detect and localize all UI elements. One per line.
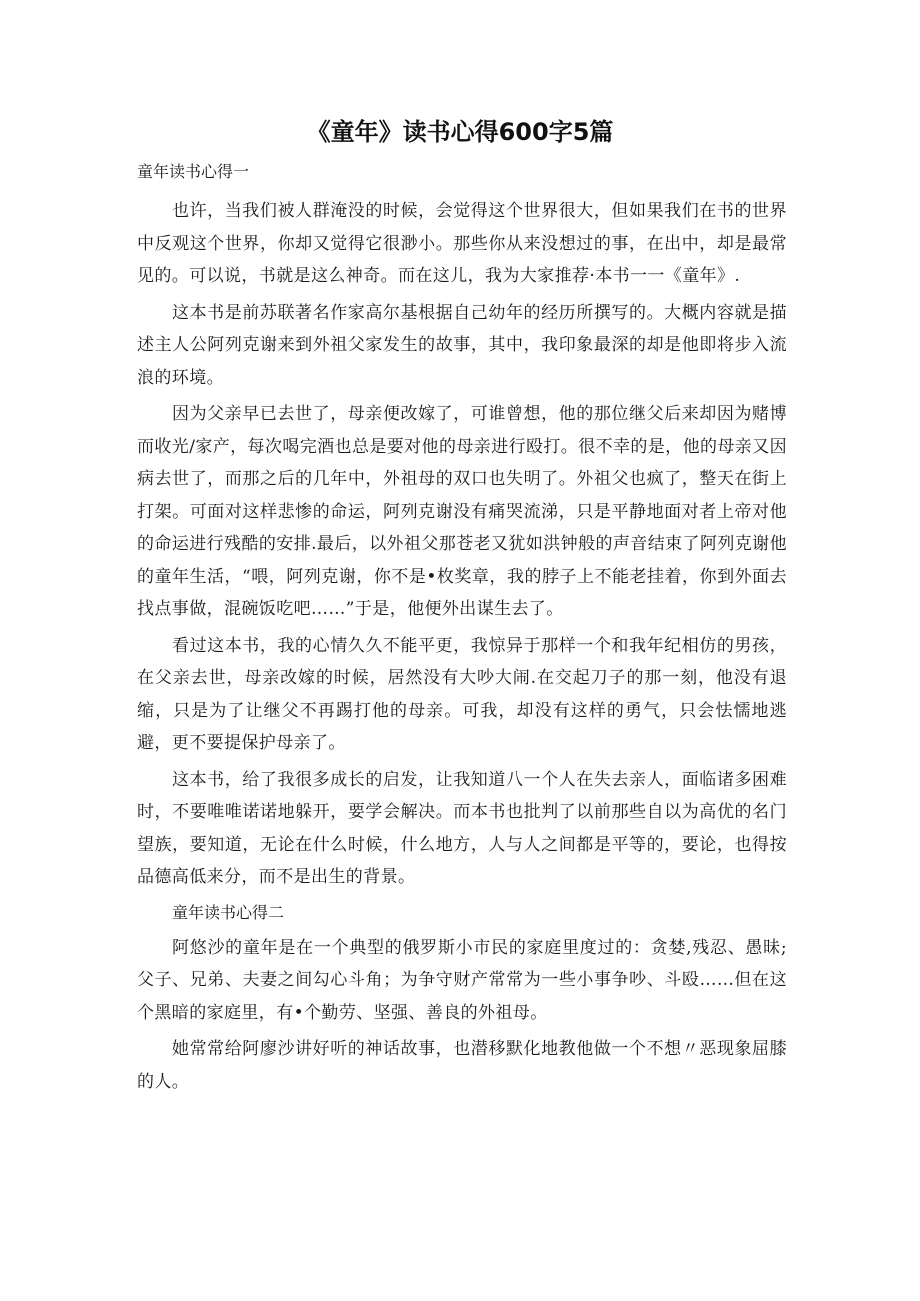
document-body [137,157,787,1102]
paragraph: 也许，当我们被人群淹没的时候，会觉得这个世界很大，但如果我们在书的世界中反观这个世界，你却又觉得它很渺小。那些你从来没想过的事，在出中，却是最常见的。可以说，书就是这么神奇。而在这儿，我为大家推荐·本书一一《童年》. [137,201,787,286]
paragraph: 因为父亲早已去世了，母亲便改嫁了，可谁曾想，他的那位继父后来却因为赌博而收光/家产，每次喝完酒也总是要对他的母亲进行殴打。很不幸的是，他的母亲又因病去世了，而那之后的几年中，外祖母的双口也失明了。外祖父也疯了，整天在街上打架。可面对这样悲惨的命运，阿列克谢没有痛哭流涕，只是平静地面对者上帝对他的命运进行残酷的安排.最后，以外祖父那苍老又犹如洪钟般的声音结束了阿列克谢他的童年生活，“喂，阿列克谢，你不是•枚奖章，我的脖子上不能老挂着，你到外面去找点事做，混碗饭吃吧……”于是，他便外出谋生去了。 [137,404,787,619]
document-title: 《童年》读书心得600字5篇 [306,118,614,146]
paragraph: 这本书是前苏联著名作家高尔基根据自己幼年的经历所撰写的。大概内容就是描述主人公阿列克谢来到外祖父家发生的故事，其中，我印象最深的却是他即将步入流浪的环境。 [137,302,787,388]
section-heading-1: 童年读书心得一 [137,162,250,181]
paragraph: 她常常给阿廖沙讲好听的神话故事，也潜移默化地教他做一个不想〃恶现象屈膝的人。 [137,1039,787,1092]
paragraph: 看过这本书，我的心情久久不能平更，我惊异于那样一个和我年纪相仿的男孩，在父亲去世，母亲改嫁的时候，居然没有大吵大闹.在交起刀子的那一刻，他没有退缩，只是为了让继父不再踢打他的母亲。可我，却没有这样的勇气，只会怯懦地逃避，更不要提保护母亲了。 [137,635,787,753]
paragraph: 阿悠沙的童年是在一个典型的俄罗斯小市民的家庭里度过的：贪婪,残忍、愚昧;父子、兄弟、夫妻之间勾心斗角；为争守财产常常为一些小事争吵、斗殴……但在这个黑暗的家庭里，有•个勤劳、坚强、善良的外祖母。 [137,937,787,1023]
section-heading-2: 童年读书心得二 [172,902,285,922]
paragraph: 这本书，给了我很多成长的启发，让我知道八一个人在失去亲人，面临诸多困难时，不要唯唯诺诺地躲开，要学会解决。而本书也批判了以前那些自以为高优的名门望族，要知道，无论在什么时候，什么地方，人与人之间都是平等的，要论，也得按品德高低来分，而不是出生的背景。 [137,769,787,887]
